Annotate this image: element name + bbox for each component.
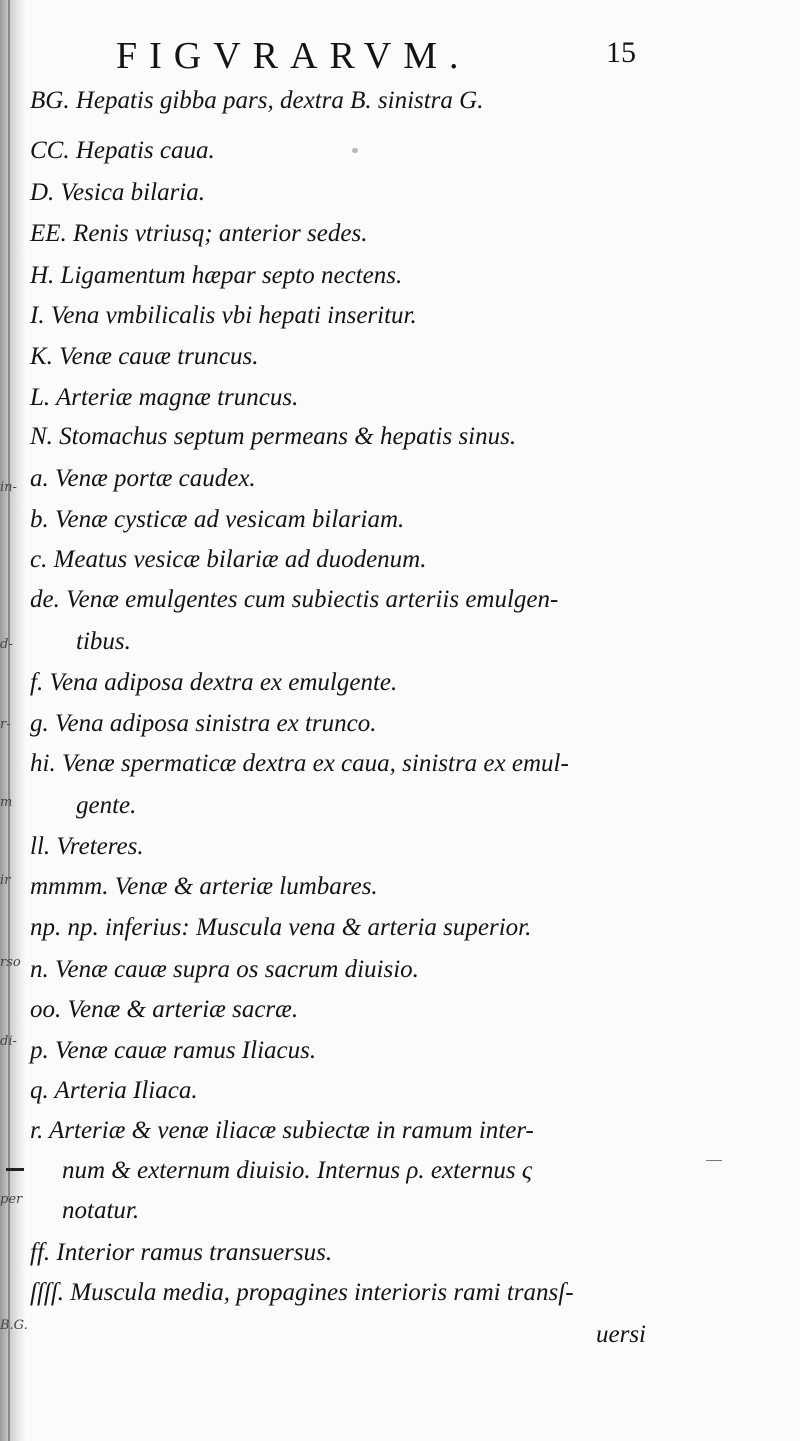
legend-entry: mmmm. Venæ & arteriæ lumbares. (30, 873, 378, 900)
legend-entry: N. Stomachus septum permeans & hepatis sinus. (30, 423, 517, 450)
legend-entry: ll. Vreteres. (30, 833, 144, 860)
legend-entry: b. Venæ cysticæ ad vesicam bilariam. (30, 506, 405, 533)
marginalia-fragment: B.G. (0, 1318, 28, 1333)
marginalia-fragment: per (0, 1192, 23, 1207)
legend-entry: de. Venæ emulgentes cum subiectis arteriis emulgen- (30, 586, 559, 613)
legend-entry: D. Vesica bilaria. (30, 179, 205, 206)
legend-entry-continuation: tibus. (76, 628, 131, 655)
legend-entry-continuation: gente. (76, 792, 137, 819)
legend-entry: r. Arteriæ & venæ iliacæ subiectæ in ramum inter- (30, 1117, 534, 1144)
legend-entry: L. Arteriæ magnæ truncus. (30, 384, 299, 411)
legend-entry: hi. Venæ spermaticæ dextra ex caua, sinistra ex emul- (30, 750, 569, 777)
legend-entry-continuation: num & externum diuisio. Internus ρ. externus ς (62, 1157, 532, 1184)
marginalia-fragment: d- (0, 637, 13, 652)
legend-entry: np. np. inferius: Muscula vena & arteria superior. (30, 914, 532, 941)
legend-entry: p. Venæ cauæ ramus Iliacus. (30, 1037, 317, 1064)
legend-entry: g. Vena adiposa sinistra ex trunco. (30, 710, 377, 737)
legend-entry: c. Meatus vesicæ bilariæ ad duodenum. (30, 546, 427, 573)
legend-entry: n. Venæ cauæ supra os sacrum diuisio. (30, 956, 419, 983)
legend-entry: BG. Hepatis gibba pars, dextra B. sinistra G. (30, 87, 484, 114)
legend-entry: f. Vena adiposa dextra ex emulgente. (30, 669, 398, 696)
marginalia-fragment: m (0, 795, 13, 810)
legend-entry-continuation: uersi (596, 1321, 646, 1348)
legend-entry: q. Arteria Iliaca. (30, 1077, 198, 1104)
legend-entry: a. Venæ portæ caudex. (30, 465, 256, 492)
marginalia-fragment: di- (0, 1034, 17, 1049)
legend-entry: H. Ligamentum hæpar septo nectens. (30, 262, 403, 289)
page-number: 15 (606, 36, 636, 69)
legend-entry: oo. Venæ & arteriæ sacræ. (30, 996, 299, 1023)
marginalia-fragment: rso (0, 955, 21, 970)
marginalia-fragment: ir (0, 873, 11, 888)
legend-entry: I. Vena vmbilicalis vbi hepati inseritur. (30, 302, 417, 329)
legend-entry: EE. Renis vtriusq; anterior sedes. (30, 220, 368, 247)
legend-entry: ſſſſ. Muscula media, propagines interioris rami transſ- (30, 1279, 574, 1306)
legend-entry-continuation: notatur. (62, 1197, 140, 1224)
running-title: FIGVRARVM. (116, 35, 471, 77)
marginalia-fragment: in- (0, 480, 17, 495)
legend-entry: K. Venæ cauæ truncus. (30, 343, 259, 370)
legend-entry: CC. Hepatis caua. (30, 137, 215, 164)
marginalia-fragment: r- (0, 717, 11, 732)
legend-entry: ff. Interior ramus transuersus. (30, 1239, 333, 1266)
